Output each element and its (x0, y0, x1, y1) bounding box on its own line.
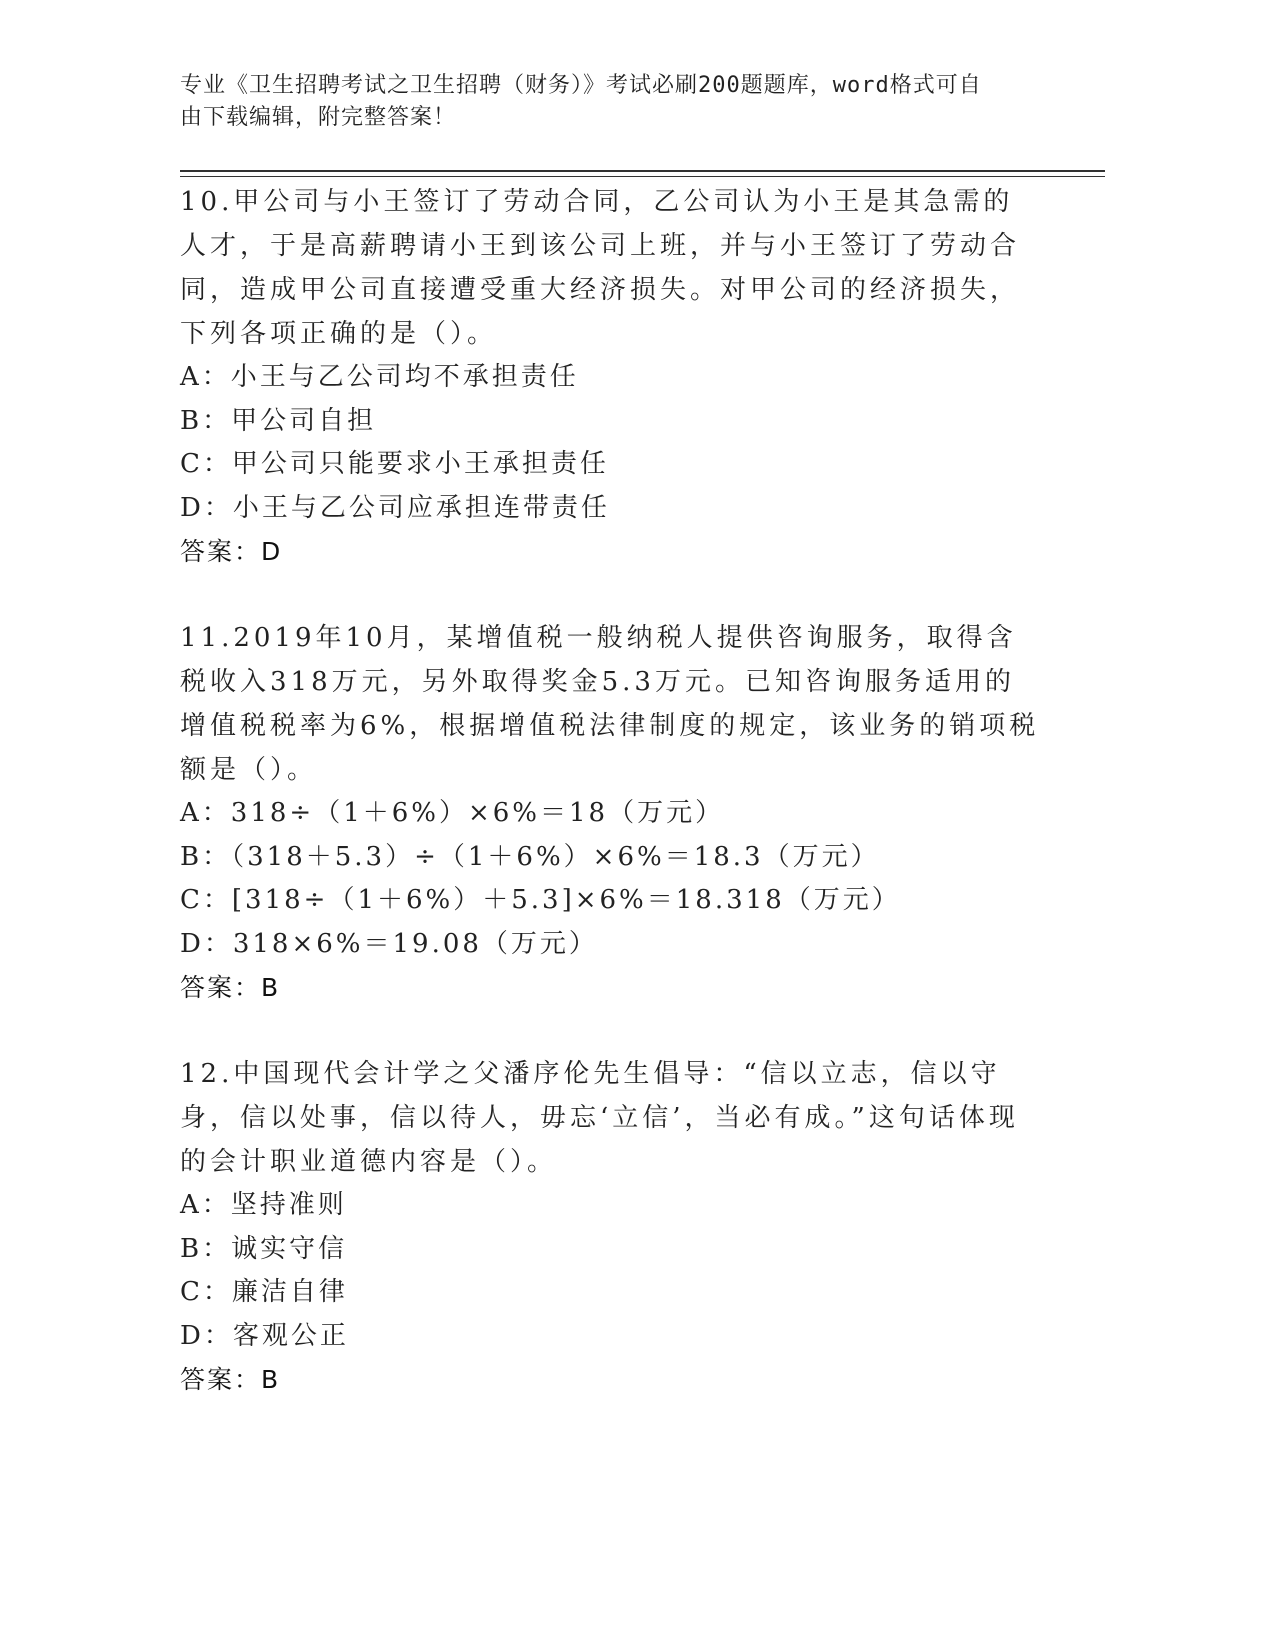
answer-label: 答案：D (180, 537, 283, 566)
option-a: A：小王与乙公司均不承担责任 (180, 362, 579, 392)
option-c: C：甲公司只能要求小王承担责任 (180, 449, 609, 479)
option-b: B：（318＋5.3）÷（1＋6%）×6%＝18.3（万元） (180, 841, 880, 872)
answer-label: 答案：B (180, 1365, 281, 1394)
question-12 (180, 1052, 1040, 1402)
question-list (180, 180, 1040, 1444)
question-11 (180, 616, 1040, 1010)
option-c: C：[318÷（1＋6%）＋5.3]×6%＝18.318（万元） (180, 885, 901, 915)
header-divider-thick (180, 170, 1105, 172)
question-text: 10.甲公司与小王签订了劳动合同，乙公司认为小王是其急需的人才，于是高薪聘请小王到该公司上班，并与小王签订了劳动合同，造成甲公司直接遭受重大经济损失。对甲公司的经济损失，下列各项正确的是（）。 (180, 187, 1021, 349)
question-text: 12.中国现代会计学之父潘序伦先生倡导：“信以立志，信以守身，信以处事，信以待人，毋忘‘立信’，当必有成。”这句话体现的会计职业道德内容是（）。 (180, 1059, 1019, 1177)
option-a: A：坚持准则 (180, 1190, 347, 1220)
header-line-2: 由下载编辑，附完整答案！ (180, 105, 457, 130)
option-b: B：甲公司自担 (180, 405, 377, 436)
question-text: 11.2019年10月，某增值税一般纳税人提供咨询服务，取得含税收入318万元，另外取得奖金5.3万元。已知咨询服务适用的增值税税率为6%，根据增值税法律制度的规定，该业务的销项税额是（）。 (180, 623, 1040, 785)
document-header (180, 70, 1060, 134)
question-10 (180, 180, 1040, 574)
header-divider-thin (180, 176, 1105, 177)
option-d: D：客观公正 (180, 1320, 349, 1351)
option-d: D：318×6%＝19.08（万元） (180, 928, 598, 959)
option-c: C：廉洁自律 (180, 1277, 348, 1307)
option-a: A：318÷（1＋6%）×6%＝18（万元） (180, 798, 725, 828)
option-b: B：诚实守信 (180, 1233, 348, 1264)
header-line-1: 专业《卫生招聘考试之卫生招聘（财务）》考试必刷200题题库，word格式可自 (180, 73, 982, 98)
option-d: D：小王与乙公司应承担连带责任 (180, 492, 610, 523)
answer-label: 答案：B (180, 973, 281, 1002)
